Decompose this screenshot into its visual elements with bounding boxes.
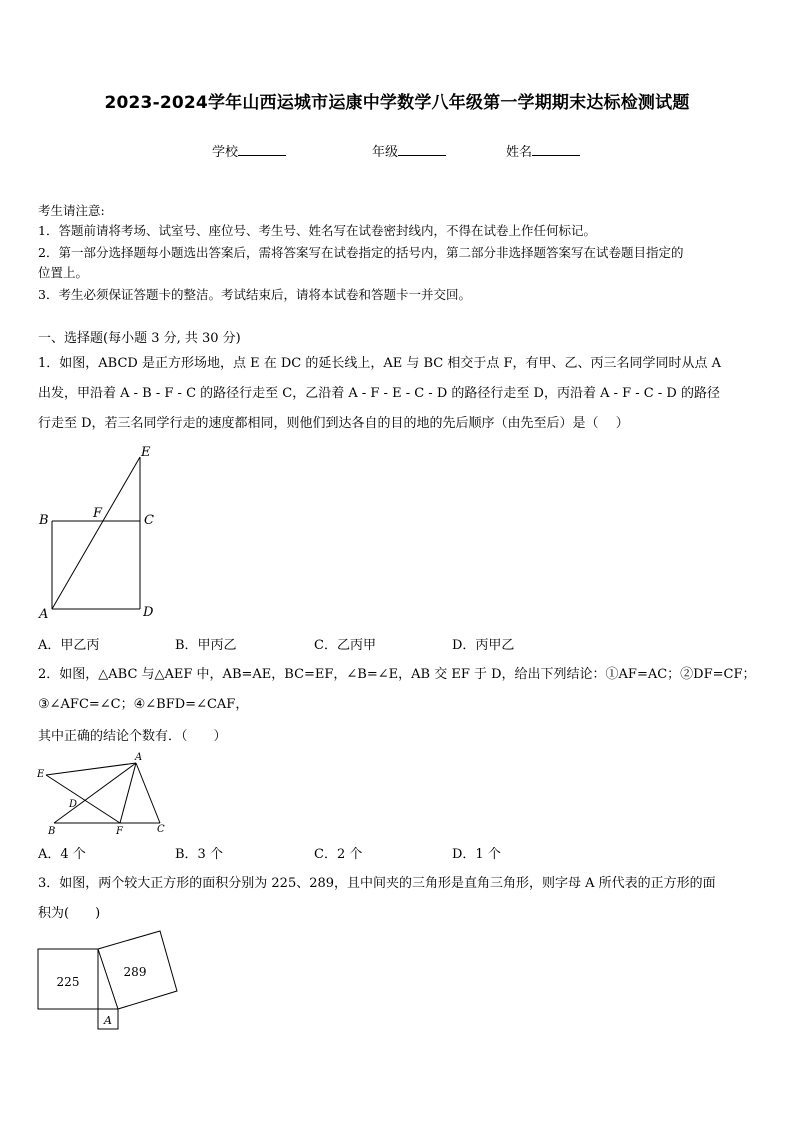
notice-item: 1．答题前请将考场、试室号、座位号、考生号、姓名写在试卷密封线内，不得在试卷上作任何标记。 (38, 223, 596, 238)
q1-line: 出发，甲沿着 A - B - F - C 的路径行走至 C，乙沿着 A - F - E - C - D 的路径行走至 D，丙沿着 A - F - C - D 的路径 (38, 386, 720, 401)
label-f: F (116, 826, 123, 837)
q2-option-a[interactable]: A．4 个 (38, 847, 86, 862)
edge-ef (46, 775, 120, 823)
label-225: 225 (56, 975, 80, 989)
label-d: D (69, 799, 78, 810)
q2-line: 2．如图，△ABC 与△AEF 中，AB=AE，BC=EF，∠B=∠E，AB 交 EF 于 D，给出下列结论：①AF=AC；②DF=CF； (38, 667, 756, 682)
q1-line: 行走至 D，若三名同学行走的速度都相同，则他们到达各自的目的地的先后顺序（由先至后）是（ ） (38, 416, 629, 431)
label-a: A (135, 752, 143, 763)
label-c: C (157, 824, 165, 835)
notice-item: 3．考生必须保证答题卡的整洁。考试结束后，请将本试卷和答题卡一并交回。 (38, 287, 471, 302)
q2-option-c[interactable]: C．2 个 (314, 847, 363, 862)
label-e: E (141, 445, 151, 460)
grade-blank[interactable] (398, 143, 446, 156)
q3-line: 3．如图，两个较大正方形的面积分别为 225、289，且中间夹的三角形是直角三角形，则字母 A 所代表的正方形的面 (38, 876, 716, 891)
q3-line: 积为( ) (38, 906, 101, 921)
name-blank[interactable] (532, 143, 580, 156)
q3-figure (30, 925, 190, 1035)
page-title: 2023-2024学年山西运城市运康中学数学八年级第一学期期末达标检测试题 (104, 93, 690, 113)
notice-item: 2．第一部分选择题每小题选出答案后，需将答案写在试卷指定的括号内，第二部分非选择题答案写在试卷题目指定的 (38, 245, 684, 260)
q1-option-d[interactable]: D．丙甲乙 (452, 638, 515, 653)
section-title: 一、选择题(每小题 3 分, 共 30 分) (38, 331, 241, 346)
label-d: D (143, 605, 154, 620)
grade-label: 年级 (372, 145, 399, 160)
q1-option-a[interactable]: A．甲乙丙 (38, 638, 100, 653)
q2-option-d[interactable]: D．1 个 (452, 847, 501, 862)
label-a: A (104, 1014, 112, 1027)
grade-field (372, 141, 446, 160)
q2-line: ③∠AFC=∠C；④∠BFD=∠CAF， (38, 697, 249, 712)
label-b: B (39, 513, 49, 528)
school-label: 学校 (212, 145, 239, 160)
school-blank[interactable] (238, 143, 286, 156)
edge-af (120, 763, 136, 823)
q1-line: 1．如图，ABCD 是正方形场地，点 E 在 DC 的延长线上，AE 与 BC 相交于点 F，有甲、乙、丙三名同学同时从点 A (38, 356, 722, 371)
name-label: 姓名 (506, 145, 533, 160)
q2-figure (34, 748, 174, 838)
edge-ae (52, 457, 140, 609)
label-f: F (93, 506, 103, 521)
q1-figure (30, 440, 180, 625)
label-c: C (144, 513, 154, 528)
label-a: A (39, 607, 49, 622)
notice-item: 位置上。 (38, 265, 89, 280)
school-field (212, 141, 286, 160)
notice-heading: 考生请注意: (38, 203, 105, 218)
q1-option-c[interactable]: C．乙丙甲 (314, 638, 376, 653)
q1-option-b[interactable]: B．甲丙乙 (175, 638, 237, 653)
label-289: 289 (123, 965, 147, 979)
edge-ac (136, 763, 160, 823)
q2-line: 其中正确的结论个数有．（ ） (38, 729, 227, 744)
label-b: B (48, 826, 56, 837)
q2-option-b[interactable]: B．3 个 (175, 847, 223, 862)
label-e: E (37, 769, 45, 780)
name-field (506, 141, 580, 160)
